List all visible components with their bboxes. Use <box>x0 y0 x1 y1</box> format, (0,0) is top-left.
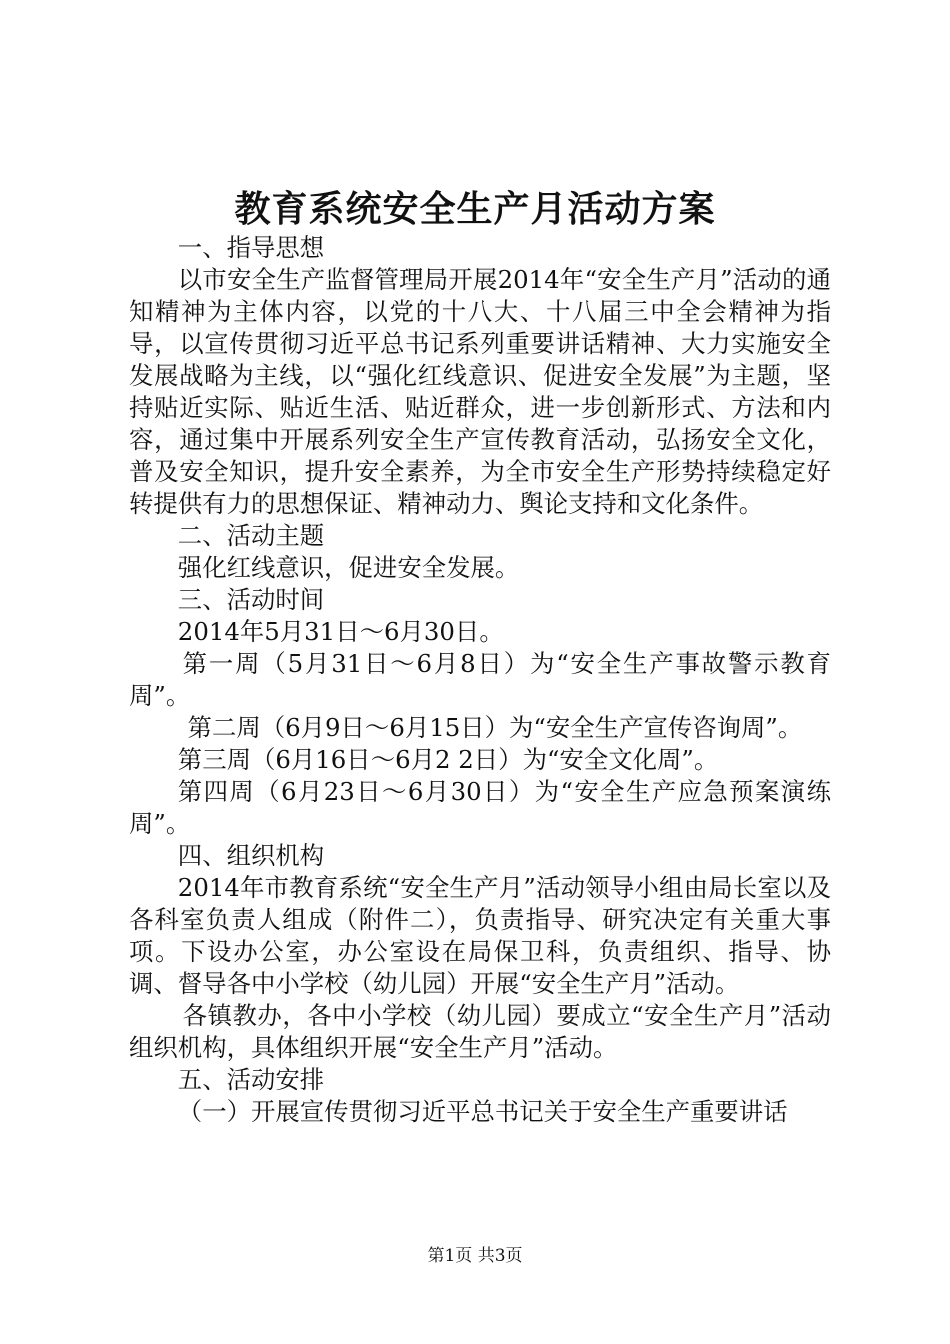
section-heading-activity-time: 三、活动时间 <box>177 585 325 614</box>
paragraph-organization-1: 2014年市教育系统“安全生产月”活动领导小组由局长室以及各科室负责人组成（附件二），负责指导、研究决定有关重大事项。下设办公室，办公室设在局保卫科，负责组织、指导、协调、督导各中小学校（幼儿园）开展“安全生产月”活动。 <box>129 873 831 998</box>
paragraph-guiding-ideology: 以市安全生产监督管理局开展2014年“安全生产月”活动的通知精神为主体内容，以党的十八大、十八届三中全会精神为指导，以宣传贯彻习近平总书记系列重要讲话精神、大力实施安全发展战略为主线，以“强化红线意识、促进安全发展”为主题，坚持贴近实际、贴近生活、贴近群众，进一步创新形式、方法和内容，通过集中开展系列安全生产宣传教育活动，弘扬安全文化，普及安全知识，提升安全素养，为全市安全生产形势持续稳定好转提供有力的思想保证、精神动力、舆论支持和文化条件。 <box>129 265 831 518</box>
paragraph-week-3: 第三周（6月16日～6月2 2日）为“安全文化周”。 <box>177 745 719 774</box>
document-body <box>129 232 831 1128</box>
paragraph-week-4: 第四周（6月23日～6月30日）为“安全生产应急预案演练周”。 <box>129 777 831 838</box>
paragraph-week-2: 第二周（6月9日～6月15日）为“安全生产宣传咨询周”。 <box>187 713 803 742</box>
paragraph-activity-theme: 强化红线意识，促进安全发展。 <box>177 553 520 582</box>
paragraph-activity-dates: 2014年5月31日～6月30日。 <box>177 617 504 646</box>
section-heading-activity-theme: 二、活动主题 <box>177 521 325 550</box>
section-heading-organization: 四、组织机构 <box>177 841 325 870</box>
section-heading-arrangements: 五、活动安排 <box>177 1065 325 1094</box>
document-title: 教育系统安全生产月活动方案 <box>234 188 716 230</box>
paragraph-organization-2: 各镇教办，各中小学校（幼儿园）要成立“安全生产月”活动组织机构，具体组织开展“安全生产月”活动。 <box>129 1001 831 1062</box>
page-footer: 第1页 共3页 <box>427 1246 523 1266</box>
section-heading-guiding-ideology: 一、指导思想 <box>177 233 325 262</box>
paragraph-week-1: 第一周（5月31日～6月8日）为“安全生产事故警示教育周”。 <box>129 649 831 710</box>
paragraph-arrangement-1: （一）开展宣传贯彻习近平总书记关于安全生产重要讲话 <box>177 1097 788 1126</box>
